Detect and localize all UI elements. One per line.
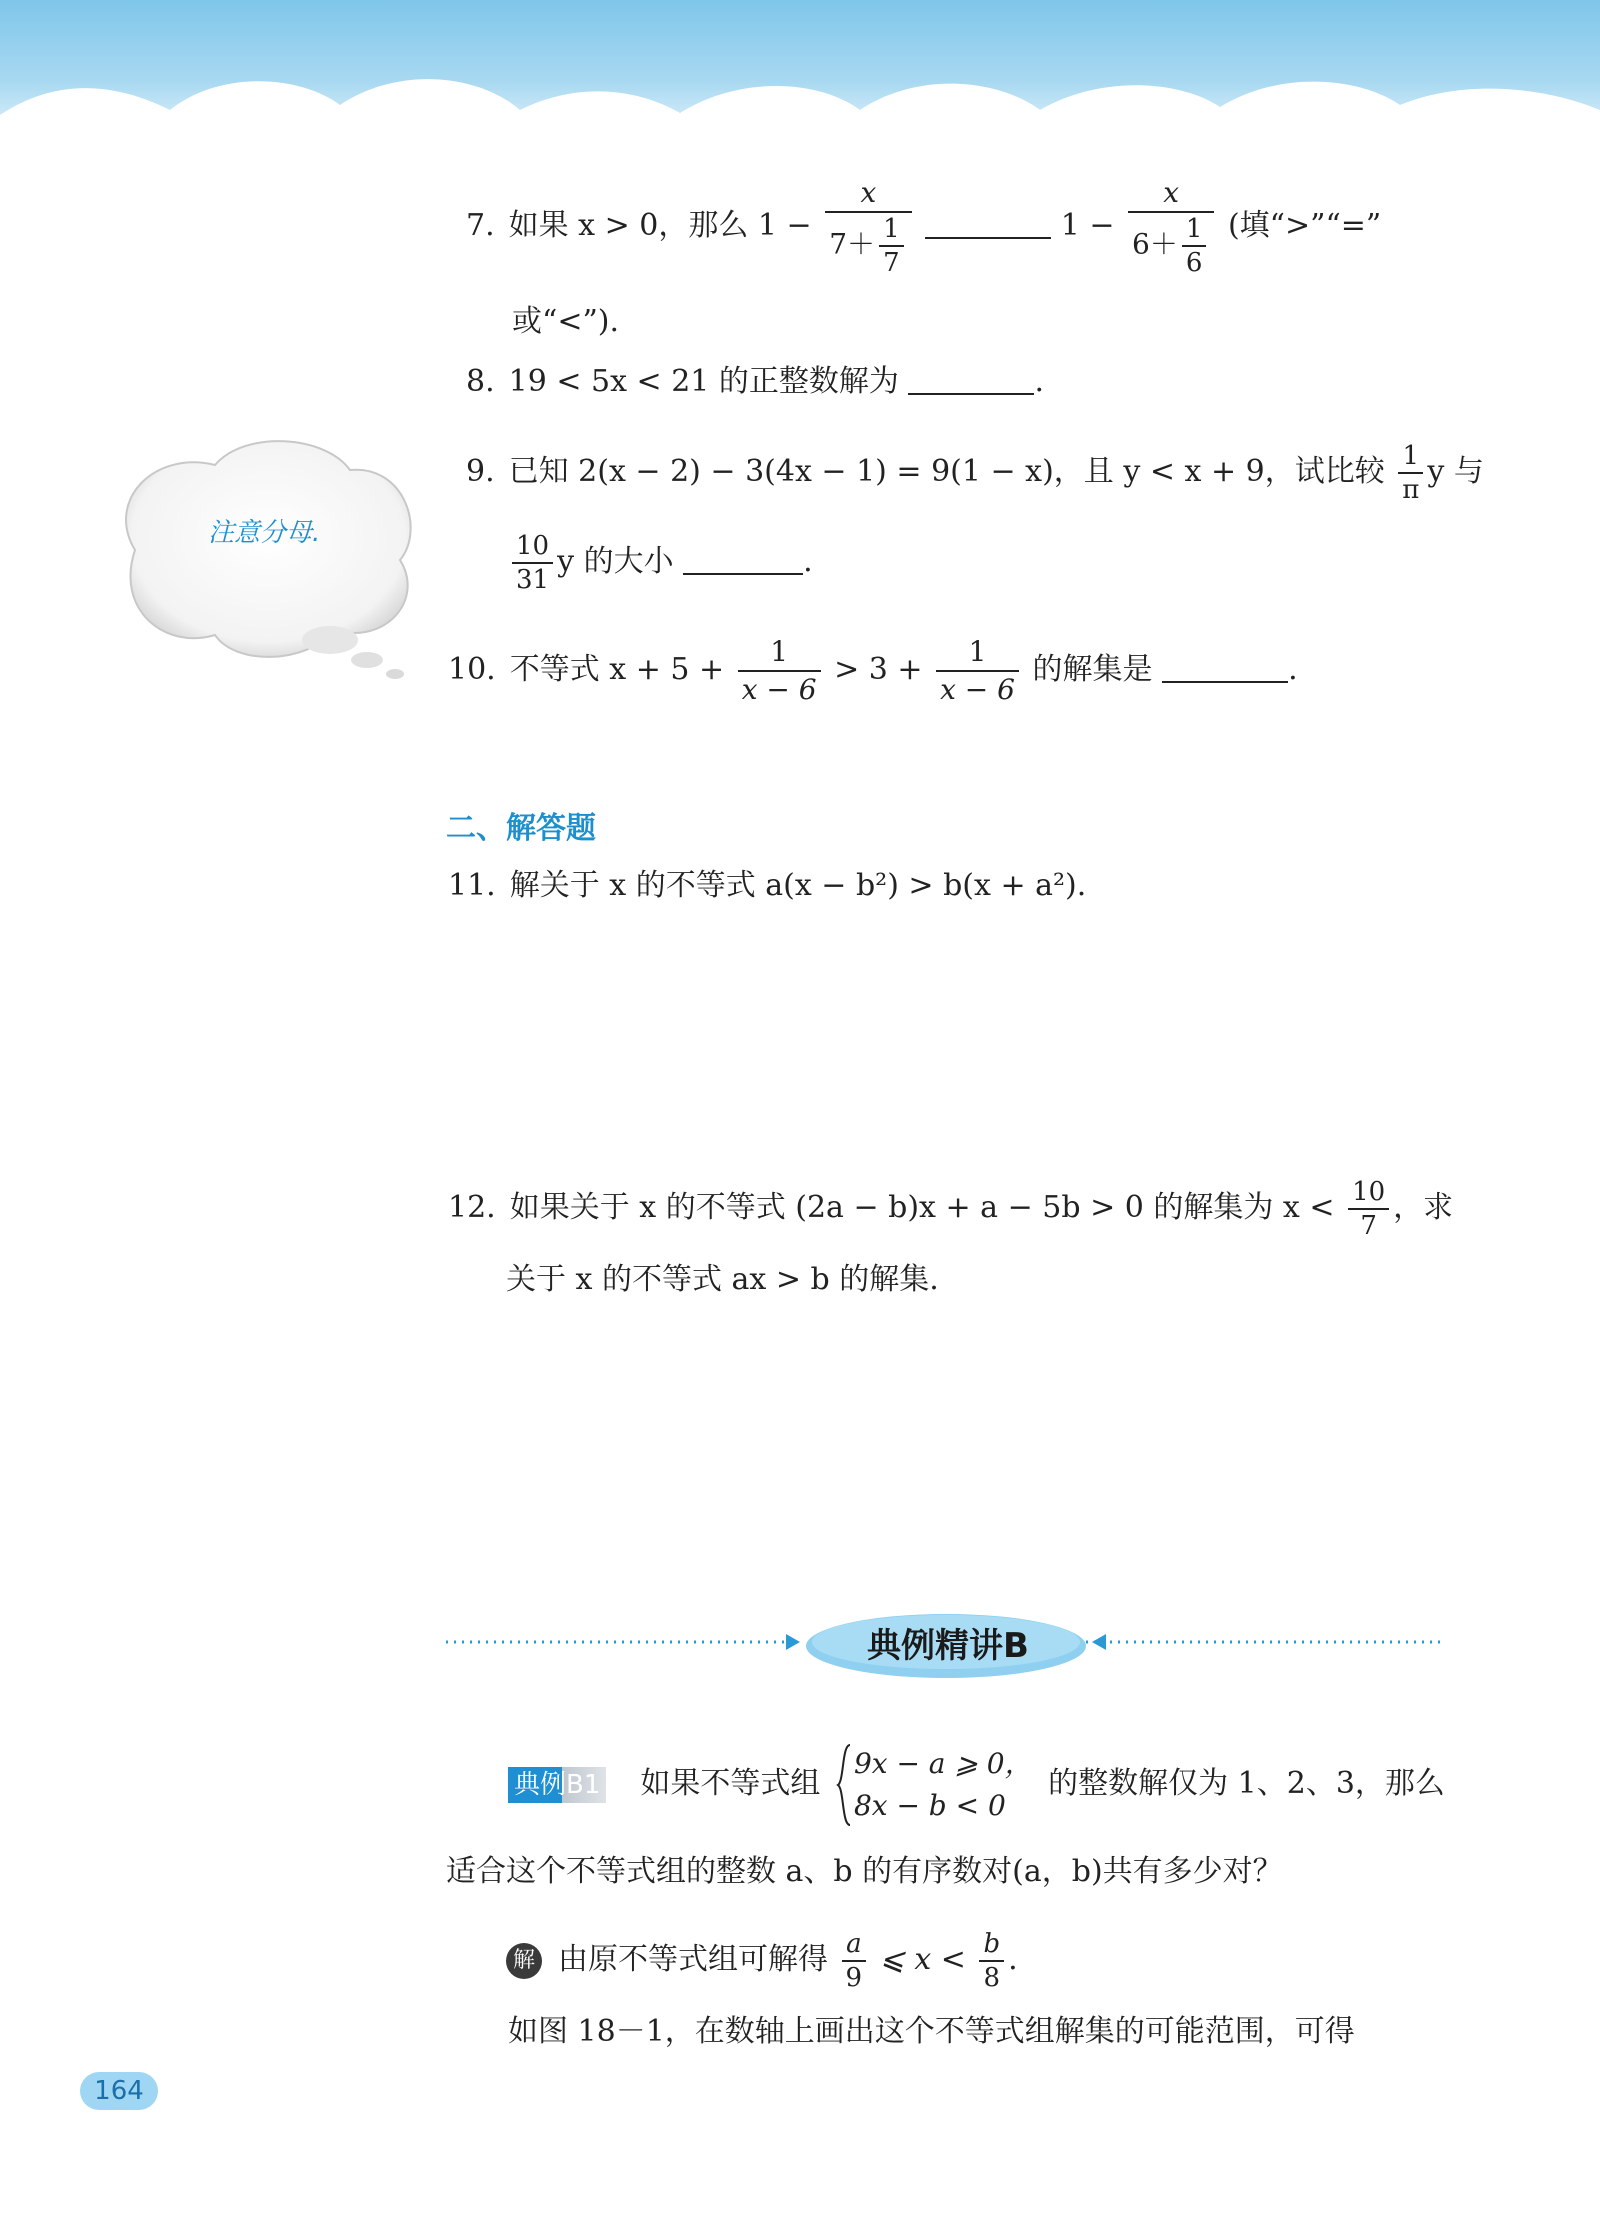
question-10 bbox=[448, 634, 1298, 708]
answer-blank-10[interactable] bbox=[1162, 651, 1288, 683]
q10-fraction-1 bbox=[738, 634, 821, 708]
q10-text-3: 的解集是 bbox=[1032, 652, 1153, 687]
hint-text: 注意分母. bbox=[208, 518, 321, 548]
q9-end: . bbox=[803, 544, 813, 579]
q7-condition: x > 0，那么 1 − bbox=[578, 208, 812, 243]
question-number: 9. bbox=[466, 454, 495, 489]
system-line-2: 8x − b < 0 bbox=[853, 1789, 1006, 1822]
answer-blank-9[interactable] bbox=[683, 543, 803, 575]
q7-fraction-2 bbox=[1128, 175, 1214, 279]
fraction-denominator: π bbox=[1402, 475, 1420, 505]
fraction-numerator: 10 bbox=[512, 530, 553, 564]
page-number: 164 bbox=[80, 2072, 158, 2110]
solution-badge: 解 bbox=[506, 1943, 542, 1979]
fraction-numerator: x bbox=[825, 175, 911, 213]
solution-fraction-2 bbox=[979, 1928, 1004, 1994]
fraction-denominator: 31 bbox=[516, 565, 550, 595]
fraction-numerator: a bbox=[842, 1928, 867, 1962]
question-number: 12. bbox=[448, 1190, 496, 1225]
fraction-numerator: 10 bbox=[1348, 1176, 1389, 1210]
denominator-integer: 6＋ bbox=[1132, 227, 1178, 261]
brace-icon bbox=[836, 1743, 852, 1827]
fraction-numerator: x bbox=[1128, 175, 1214, 213]
question-12-line-2: 关于 x 的不等式 ax > b 的解集. bbox=[506, 1262, 939, 1297]
question-number: 7. bbox=[466, 208, 495, 243]
q8-text: 19 < 5x < 21 的正整数解为 bbox=[508, 364, 899, 399]
fraction-denominator: x − 6 bbox=[940, 673, 1015, 706]
system-line-1: 9x − a ⩾ 0， bbox=[853, 1747, 1033, 1780]
q10-fraction-2 bbox=[936, 634, 1019, 708]
question-number: 10. bbox=[448, 652, 496, 687]
q7-fraction-1 bbox=[825, 175, 911, 279]
q7-tail: (填“>”“=” bbox=[1227, 208, 1382, 243]
q7-mid: 1 − bbox=[1060, 208, 1115, 243]
nested-numerator: 1 bbox=[879, 213, 904, 247]
question-7-line-2: 或“<”). bbox=[512, 304, 620, 339]
q12-end: ，求 bbox=[1393, 1190, 1454, 1225]
inequality-system bbox=[836, 1743, 1033, 1827]
question-9 bbox=[466, 440, 1484, 506]
nested-denominator: 7 bbox=[883, 248, 900, 278]
example-b1 bbox=[508, 1743, 1445, 1827]
solution-fraction-1 bbox=[842, 1928, 867, 1994]
answer-blank-7[interactable] bbox=[925, 207, 1051, 239]
q10-text-1: 不等式 x + 5 + bbox=[509, 652, 725, 687]
q7-intro: 如果 bbox=[508, 208, 569, 243]
solution-end: . bbox=[1008, 1942, 1018, 1977]
fraction-denominator: 8 bbox=[983, 1963, 1001, 1993]
fraction-numerator: 1 bbox=[738, 634, 821, 672]
question-7 bbox=[466, 175, 1381, 279]
nested-fraction bbox=[1182, 213, 1207, 279]
fraction-denominator: 9 bbox=[845, 1963, 863, 1993]
example-text-1: 如果不等式组 bbox=[640, 1766, 821, 1801]
q9-after-1: y 与 bbox=[1427, 454, 1484, 489]
example-text-2: 的整数解仅为 1、2、3，那么 bbox=[1048, 1766, 1445, 1801]
example-tag: 典例B1 bbox=[508, 1767, 606, 1803]
solution-mid: ⩽ x < bbox=[879, 1942, 966, 1977]
banner-title: 典例精讲B bbox=[867, 1626, 1029, 1666]
q12-fraction bbox=[1348, 1176, 1389, 1242]
fraction-denominator: x − 6 bbox=[741, 673, 817, 706]
nested-denominator: 6 bbox=[1185, 248, 1203, 278]
q9-fraction-1 bbox=[1398, 440, 1423, 506]
q9-text: 已知 2(x − 2) − 3(4x − 1) = 9(1 − x)，且 y < x + 9，试比较 bbox=[508, 454, 1385, 489]
answer-blank-8[interactable] bbox=[908, 363, 1034, 395]
denominator-integer: 7＋ bbox=[829, 227, 876, 261]
question-12 bbox=[448, 1176, 1453, 1242]
fraction-denominator bbox=[1128, 213, 1214, 279]
nested-fraction bbox=[879, 213, 904, 279]
example-line-2: 适合这个不等式组的整数 a、b 的有序数对(a，b)共有多少对？ bbox=[446, 1854, 1283, 1889]
question-8 bbox=[466, 362, 1044, 402]
question-number: 8. bbox=[466, 364, 495, 399]
fraction-denominator bbox=[825, 213, 911, 279]
q9-fraction-2 bbox=[512, 530, 553, 596]
q12-text: 如果关于 x 的不等式 (2a − b)x + a − 5b > 0 的解集为 x < bbox=[509, 1190, 1335, 1225]
q8-end: . bbox=[1034, 364, 1045, 399]
q10-text-2: > 3 + bbox=[834, 652, 923, 687]
q11-text: 解关于 x 的不等式 a(x − b²) > b(x + a²). bbox=[509, 868, 1087, 903]
fraction-numerator: b bbox=[979, 1928, 1004, 1962]
solution-text: 由原不等式组可解得 bbox=[558, 1942, 828, 1977]
question-9-line-2 bbox=[508, 530, 813, 596]
nested-numerator: 1 bbox=[1182, 213, 1207, 247]
fraction-numerator: 1 bbox=[1398, 440, 1423, 474]
header-clouds bbox=[0, 55, 1600, 165]
example-line-4: 如图 18－1，在数轴上画出这个不等式组解集的可能范围，可得 bbox=[508, 2014, 1355, 2049]
q10-end: . bbox=[1288, 652, 1298, 687]
hint-bubble bbox=[105, 430, 425, 690]
q9-after-2: y 的大小 bbox=[557, 544, 674, 579]
section-heading: 二、解答题 bbox=[446, 811, 596, 846]
question-11 bbox=[448, 866, 1086, 906]
fraction-denominator: 7 bbox=[1360, 1211, 1377, 1241]
fraction-numerator: 1 bbox=[936, 634, 1019, 672]
question-number: 11. bbox=[448, 868, 496, 903]
example-solution bbox=[506, 1928, 1018, 1994]
